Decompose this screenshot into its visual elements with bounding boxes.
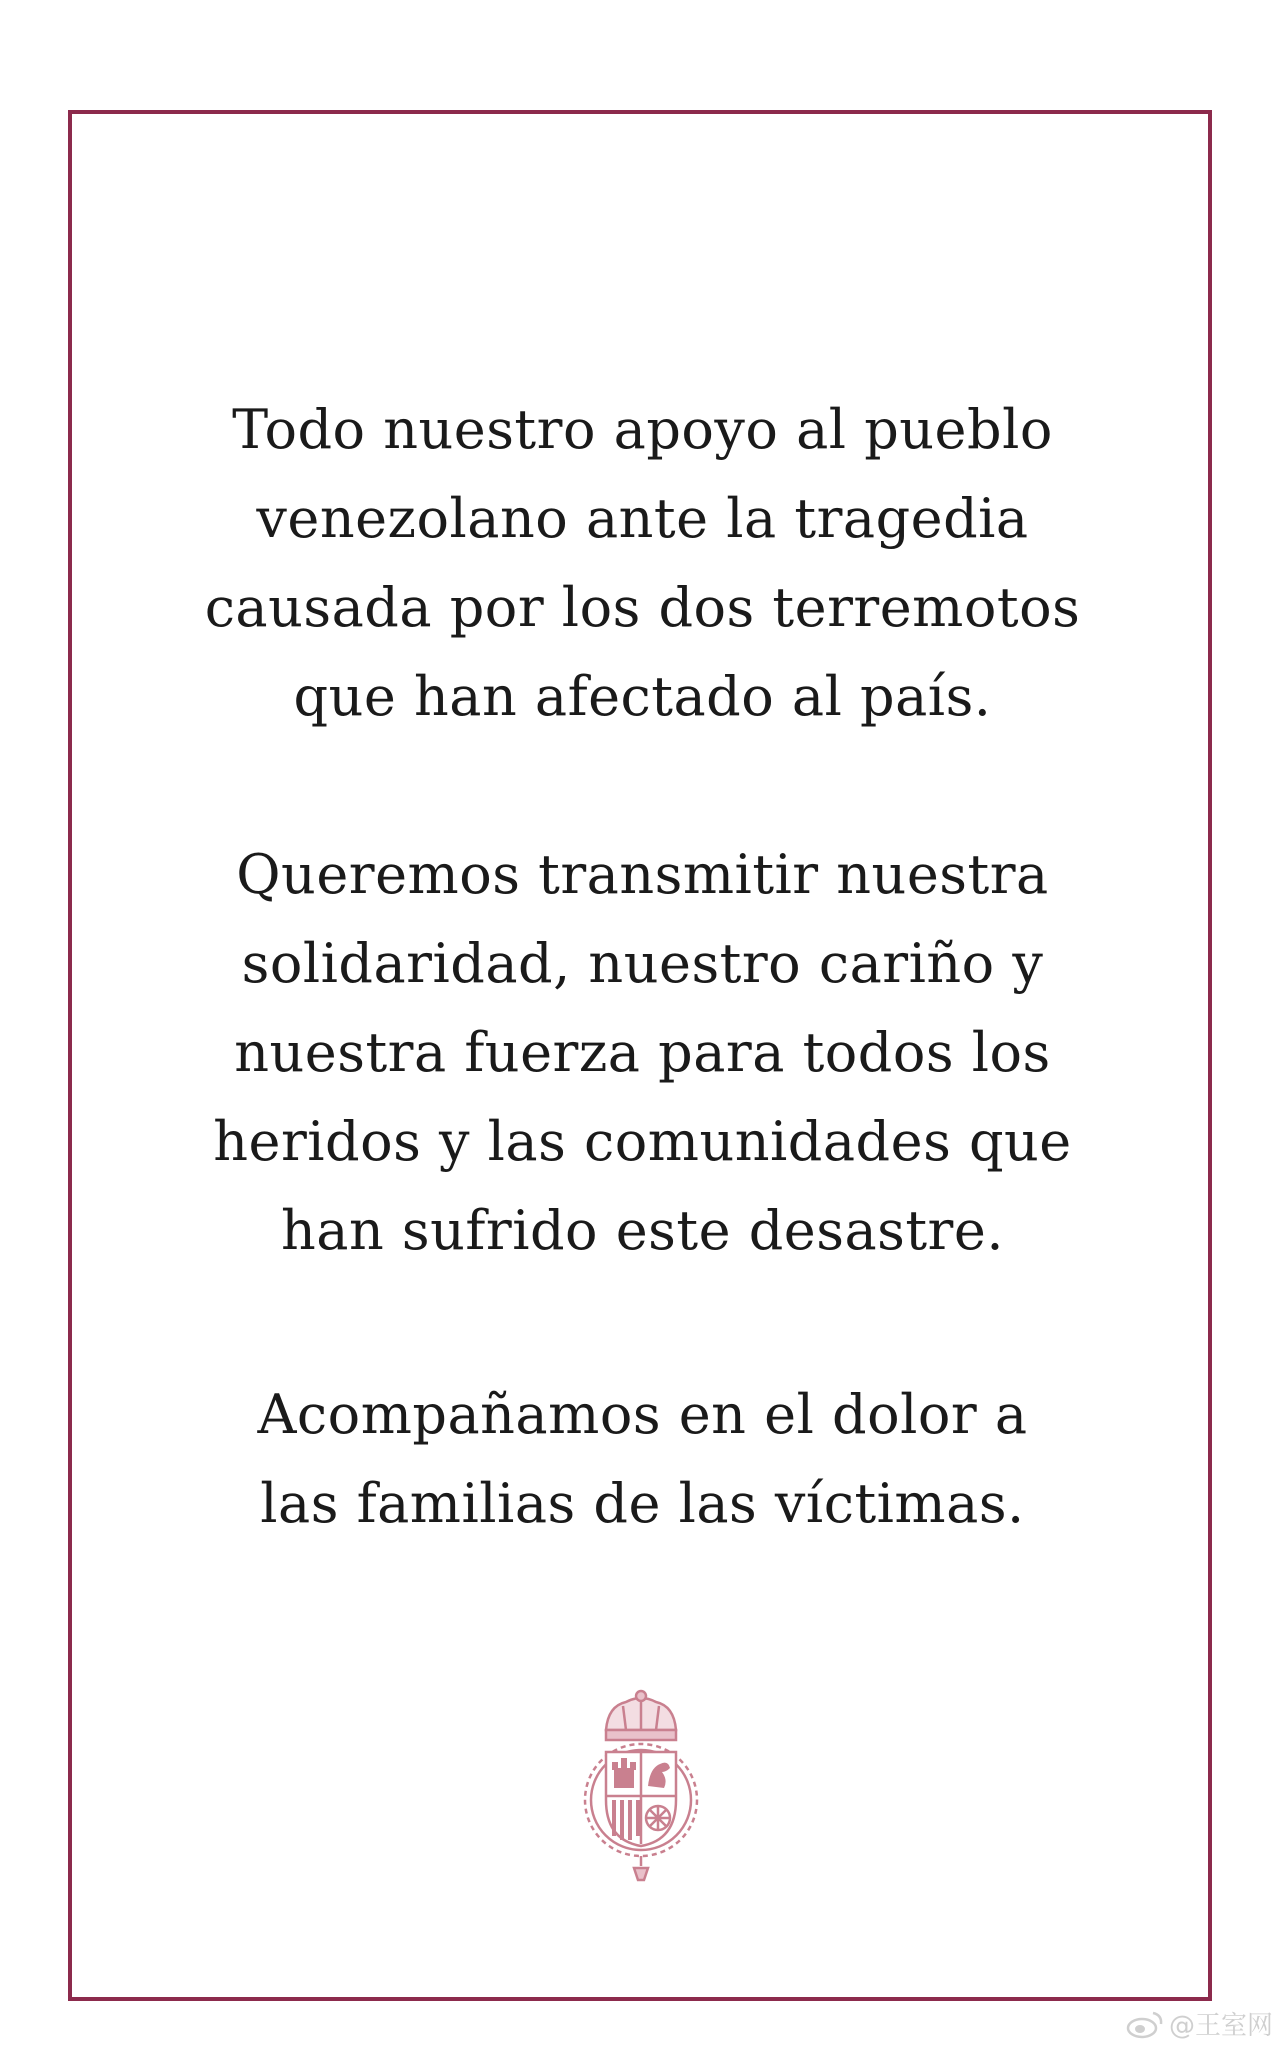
message-line: Todo nuestro apoyo al pueblo bbox=[232, 398, 1053, 461]
message-line: solidaridad, nuestro cariño y bbox=[241, 932, 1044, 995]
watermark-text: @王室网 bbox=[1168, 2011, 1273, 2041]
message-paragraph-1 bbox=[150, 385, 1135, 741]
message-paragraph-2 bbox=[150, 830, 1135, 1275]
message-line: las familias de las víctimas. bbox=[260, 1472, 1025, 1535]
watermark bbox=[1125, 2005, 1273, 2042]
weibo-logo-icon bbox=[1125, 2009, 1165, 2039]
message-line: heridos y las comunidades que bbox=[213, 1110, 1072, 1173]
message-line: venezolano ante la tragedia bbox=[256, 487, 1029, 550]
message-line: han sufrido este desastre. bbox=[281, 1199, 1004, 1262]
message-line: nuestra fuerza para todos los bbox=[234, 1021, 1051, 1084]
message-line: causada por los dos terremotos bbox=[204, 576, 1081, 639]
message-line: Queremos transmitir nuestra bbox=[236, 843, 1049, 906]
message-line: que han afectado al país. bbox=[293, 665, 992, 728]
message-line: Acompañamos en el dolor a bbox=[257, 1383, 1028, 1446]
royal-coat-of-arms-icon bbox=[576, 1688, 706, 1884]
message-paragraph-3 bbox=[150, 1370, 1135, 1548]
